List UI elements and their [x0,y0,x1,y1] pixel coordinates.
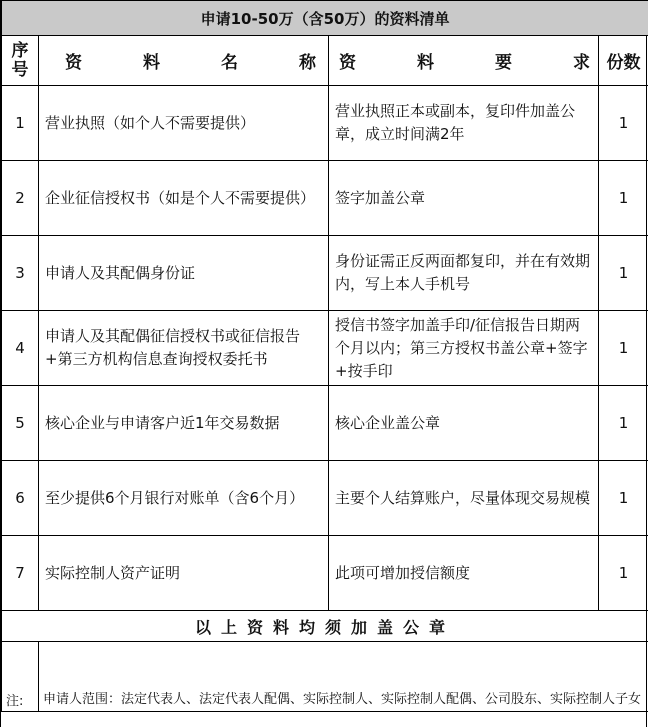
material-requirement: 主要个人结算账户，尽量体现交易规模 [329,461,599,536]
document-title: 申请10-50万（含50万）的资料清单 [2,1,648,36]
copy-count: 1 [599,161,648,236]
footer-row [2,611,648,642]
title-row [2,1,648,36]
row-number: 2 [2,161,39,236]
table-row [2,311,648,386]
header-requirement [329,36,599,86]
header-req-char: 料 [417,53,434,73]
header-name-char: 称 [299,53,316,73]
header-no-label: 序号 [11,40,29,80]
header-requirement-label [329,48,598,73]
note-text: 申请人范围：法定代表人、法定代表人配偶、实际控制人、实际控制人配偶、公司股东、实际控制人子女 [39,642,648,712]
checklist-table [1,0,648,712]
table-row [2,161,648,236]
table-row [2,461,648,536]
table-row [2,536,648,611]
copy-count: 1 [599,386,648,461]
copy-count: 1 [599,311,648,386]
copy-count: 1 [599,236,648,311]
note-label: 注: [2,642,39,712]
table-row [2,236,648,311]
material-name: 营业执照（如个人不需要提供） [39,86,329,161]
header-name-char: 资 [65,53,82,73]
header-name [39,36,329,86]
table-row [2,386,648,461]
material-name: 核心企业与申请客户近1年交易数据 [39,386,329,461]
material-name: 申请人及其配偶身份证 [39,236,329,311]
row-number: 3 [2,236,39,311]
row-number: 5 [2,386,39,461]
footer-stamp-note: 以上资料均须加盖公章 [2,611,648,642]
material-requirement: 此项可增加授信额度 [329,536,599,611]
table-row [2,86,648,161]
note-row [2,642,648,712]
material-requirement: 营业执照正本或副本，复印件加盖公章，成立时间满2年 [329,86,599,161]
header-name-char: 名 [221,53,238,73]
header-name-char: 料 [143,53,160,73]
copy-count: 1 [599,536,648,611]
copy-count: 1 [599,461,648,536]
material-requirement: 签字加盖公章 [329,161,599,236]
material-requirement: 授信书签字加盖手印/征信报告日期两个月以内；第三方授权书盖公章+签字+按手印 [329,311,599,386]
material-name: 实际控制人资产证明 [39,536,329,611]
material-requirement: 身份证需正反两面都复印，并在有效期内，写上本人手机号 [329,236,599,311]
header-req-char: 要 [495,53,512,73]
header-req-char: 资 [339,53,356,73]
material-name: 申请人及其配偶征信授权书或征信报告+第三方机构信息查询授权委托书 [39,311,329,386]
row-number: 6 [2,461,39,536]
header-name-label [39,48,328,73]
header-count: 份数 [599,36,648,86]
material-name: 企业征信授权书（如是个人不需要提供） [39,161,329,236]
row-number: 1 [2,86,39,161]
material-name: 至少提供6个月银行对账单（含6个月） [39,461,329,536]
material-requirement: 核心企业盖公章 [329,386,599,461]
copy-count: 1 [599,86,648,161]
row-number: 4 [2,311,39,386]
header-req-char: 求 [573,53,590,73]
header-no [2,36,39,86]
row-number: 7 [2,536,39,611]
header-row [2,36,648,86]
